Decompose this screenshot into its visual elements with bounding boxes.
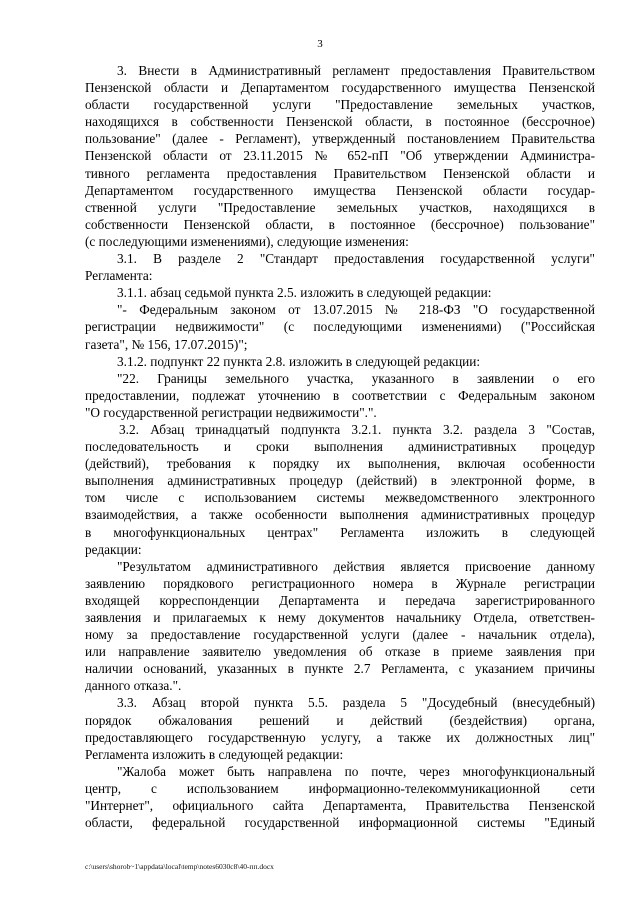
text-line: выполнения административных процедур (действий) в электронной форме, в (85, 473, 595, 489)
text-line: 3.2. Абзац тринадцатый подпункта 3.2.1. пункта 3.2. раздела 3 "Состав, (119, 421, 595, 437)
text-line: редакции: (85, 541, 142, 557)
text-line: "Жалоба может быть направлена по почте, через многофункциональный (117, 763, 595, 779)
text-line: регистрации недвижимости" (с последующими изменениями) ("Российская (85, 319, 595, 335)
text-line: Пензенской области и Департаментом государственного имущества Пензенской (85, 80, 595, 96)
text-line: наличии оснований, указанных в пункте 2.7 Регламента, с указанием причины (85, 661, 595, 677)
text-line: заявления и прилагаемых к нему документов начальнику Отдела, ответствен- (85, 610, 595, 625)
text-line: 3.1.1. абзац седьмой пункта 2.5. изложить в следующей редакции: (117, 285, 492, 301)
text-line: или направление заявителю уведомления об отказе в приеме заявления при (85, 644, 595, 660)
text-line: области государственной услуги "Предоставление земельных участков, (85, 97, 595, 113)
text-line: "22. Границы земельного участка, указанного в заявлении о его (117, 370, 595, 386)
text-line: входящей корреспонденции Департамента и передача зарегистрированного (85, 592, 595, 608)
text-line: Регламента: (85, 268, 153, 284)
text-line: Пензенской области от 23.11.2015 № 652-пП "Об утверждении Администра- (85, 148, 595, 164)
page-number: 3 (317, 38, 323, 50)
text-line: Департаментом государственного имущества Пензенской области государ- (85, 182, 595, 198)
text-line: предоставляющего государственную услугу, а также их должностных лиц" (85, 729, 595, 745)
text-line: области, федеральной государственной информационной системы "Единый (85, 815, 595, 831)
text-line: газета", № 156, 17.07.2015)"; (85, 336, 248, 352)
text-line: порядок обжалования решений и действий (бездействия) органа, (85, 712, 595, 728)
text-line: тивного регламента предоставления Правительством Пензенской области и (85, 165, 595, 181)
text-line: "О государственной регистрации недвижимости".". (85, 404, 377, 420)
text-line: Регламента изложить в следующей редакции: (85, 746, 344, 762)
text-line: 3.1. В разделе 2 "Стандарт предоставления государственной услуги" (117, 251, 595, 267)
text-line: "- Федеральным законом от 13.07.2015 № 218-ФЗ "О государственной (117, 302, 595, 318)
text-line: данного отказа.". (85, 678, 182, 694)
text-line: центр, с использованием информационно-телекоммуникационной сети (85, 780, 595, 796)
text-line: находящихся в собственности Пензенской области, в постоянное (бессрочное) (85, 114, 595, 130)
text-line: 3.3. Абзац второй пункта 5.5. раздела 5 "Досудебный (внесудебный) (117, 695, 595, 711)
text-line: 3. Внести в Административный регламент предоставления Правительством (117, 63, 595, 78)
text-line: взаимодействия, а также особенности выполнения административных процедур (85, 507, 595, 523)
text-line: заявлению порядкового регистрационного номера в Журнале регистрации (85, 575, 595, 591)
text-line: в многофункциональных центрах" Регламента изложить в следующей (85, 524, 595, 540)
text-line: (с последующими изменениями), следующие изменения: (85, 233, 409, 249)
text-line: (действий), требования к порядку их выполнения, включая особенности (85, 456, 595, 472)
text-line: последовательность и сроки выполнения административных процедур (85, 439, 595, 455)
text-line: 3.1.2. подпункт 22 пункта 2.8. изложить в следующей редакции: (117, 353, 481, 369)
text-line: том числе с использованием системы межведомственного электронного (85, 490, 595, 506)
footer-file-path: c:\users\shorob~1\appdata\local\temp\notes6030c8\40-пп.docx (85, 862, 274, 871)
text-line: "Интернет", официального сайта Департамента, Правительства Пензенской (85, 798, 595, 814)
text-line: пользование" (далее - Регламент), утвержденный постановлением Правительства (85, 131, 595, 147)
text-line: предоставлении, подлежат уточнению в соответствии с Федеральным законом (85, 387, 595, 403)
text-line: "Результатом административного действия является присвоение данному (117, 558, 595, 574)
text-line: ному за предоставление государственной услуги (далее - начальник отдела), (85, 627, 595, 643)
text-line: собственности Пензенской области, в постоянное (бессрочное) пользование" (85, 216, 595, 232)
document-body (85, 62, 595, 831)
text-line: ственной услуги "Предоставление земельных участков, находящихся в (85, 199, 595, 215)
